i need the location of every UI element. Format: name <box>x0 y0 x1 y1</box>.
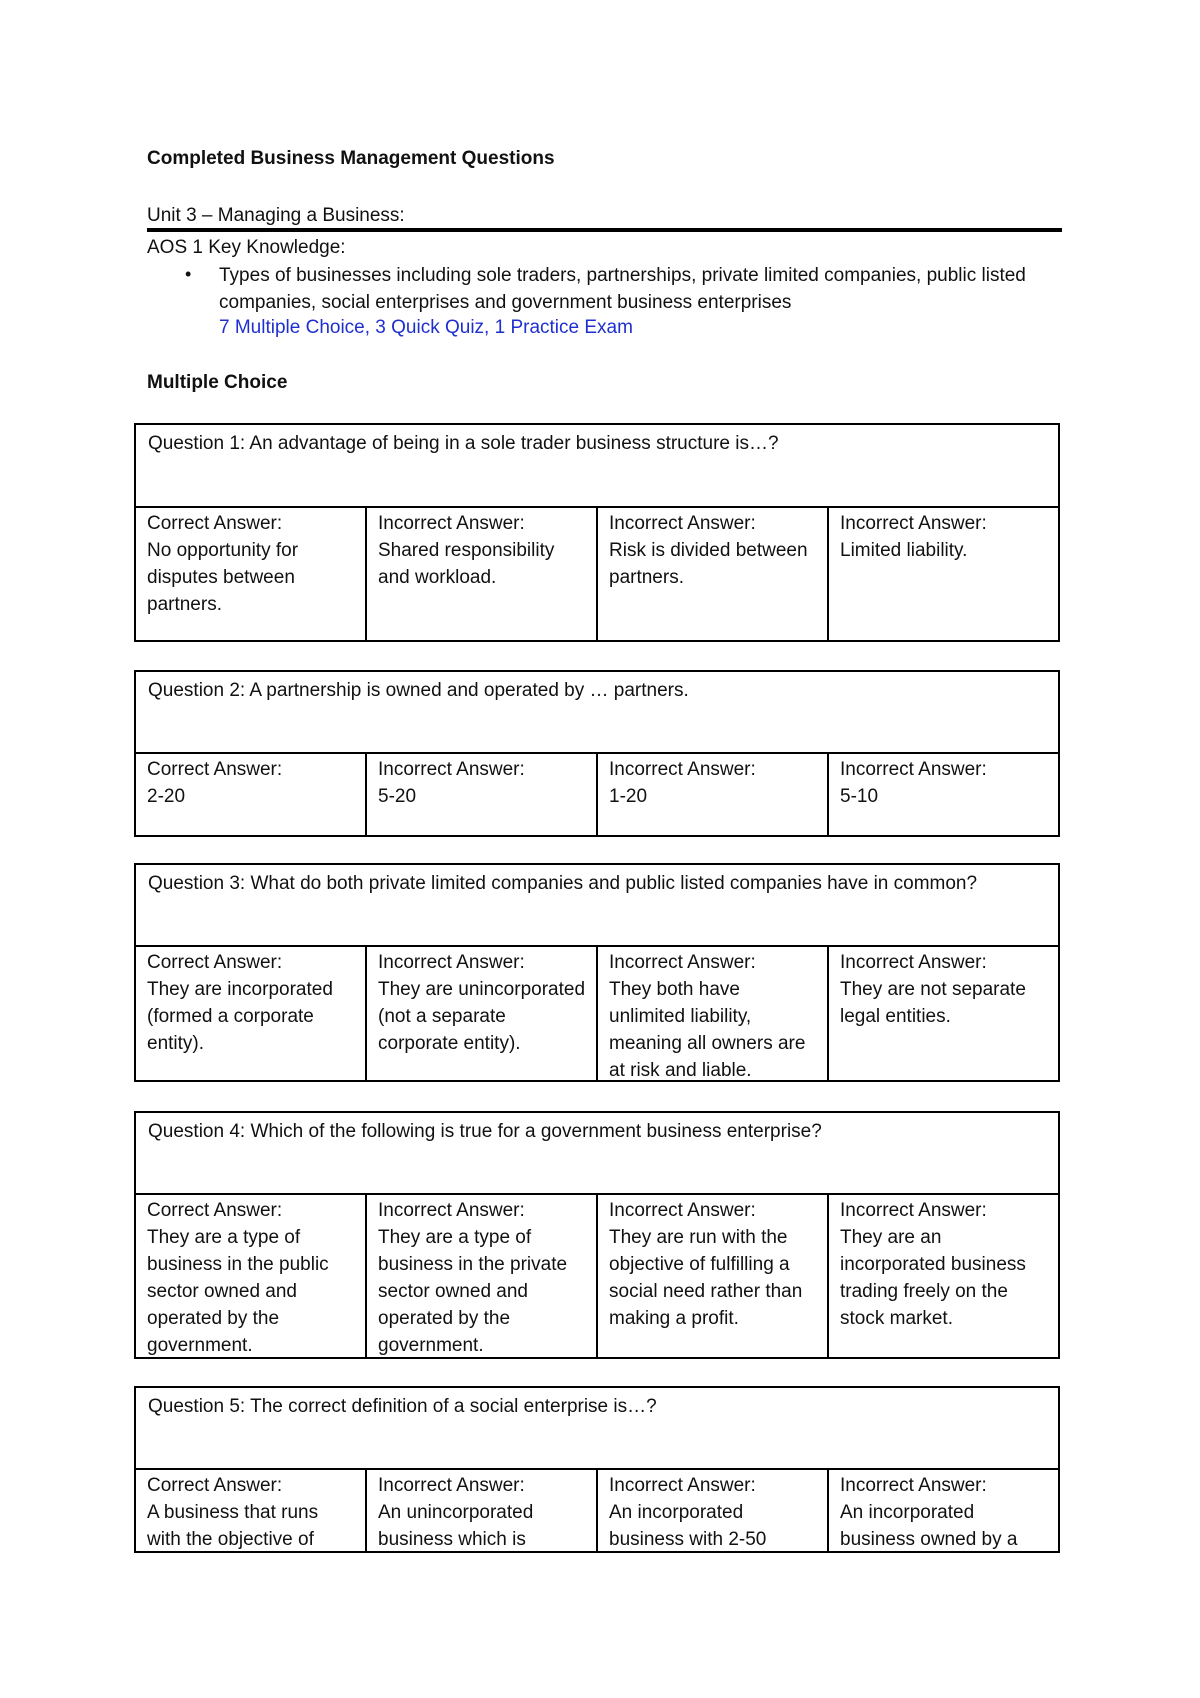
answer-text: They both have unlimited liability, meaning all owners are at risk and liable. <box>609 979 806 1080</box>
question-label: Question 2: <box>148 680 246 701</box>
answer-text: They are run with the objective of fulfilling a social need rather than making a profit. <box>609 1227 803 1329</box>
answer-text: Risk is divided between partners. <box>609 540 808 588</box>
question-counts: 7 Multiple Choice, 3 Quick Quiz, 1 Practice Exam <box>219 317 633 338</box>
question-label: Question 5: <box>148 1396 246 1417</box>
heading-rule <box>147 228 1062 232</box>
answer-text: 5-10 <box>840 786 879 807</box>
answer-label: Correct Answer: <box>147 1475 283 1496</box>
unit-heading: Unit 3 – Managing a Business: <box>147 205 405 226</box>
answer-cell-correct <box>136 508 365 640</box>
answer-cell-incorrect <box>596 947 827 1080</box>
answer-text: Shared responsibility and workload. <box>378 540 555 588</box>
answer-label: Incorrect Answer: <box>378 513 525 534</box>
answer-cell-incorrect <box>827 754 1058 835</box>
question-table <box>134 1386 1060 1553</box>
answer-label: Correct Answer: <box>147 952 283 973</box>
answer-cell-incorrect <box>596 1195 827 1357</box>
answers-row <box>136 754 1058 835</box>
answer-cell-incorrect <box>596 1470 827 1551</box>
answer-text: An unincorporated business which is <box>378 1502 534 1550</box>
question-row <box>136 1388 1058 1470</box>
answer-text: 1-20 <box>609 786 648 807</box>
answers-row <box>136 1470 1058 1551</box>
answer-label: Incorrect Answer: <box>378 1475 525 1496</box>
answer-cell-incorrect <box>827 947 1058 1080</box>
answer-text: 2-20 <box>147 786 186 807</box>
answer-cell-incorrect <box>596 508 827 640</box>
answer-label: Incorrect Answer: <box>840 759 987 780</box>
answer-label: Incorrect Answer: <box>609 1200 756 1221</box>
question-table <box>134 423 1060 642</box>
answer-cell-incorrect <box>365 1195 596 1357</box>
question-text: An advantage of being in a sole trader business structure is…? <box>249 433 779 454</box>
answer-label: Incorrect Answer: <box>609 513 756 534</box>
answer-text: Limited liability. <box>840 540 968 561</box>
question-row <box>136 672 1058 754</box>
answer-label: Incorrect Answer: <box>609 1475 756 1496</box>
answer-label: Incorrect Answer: <box>840 1200 987 1221</box>
question-text: A partnership is owned and operated by … partners. <box>249 680 689 701</box>
answer-label: Incorrect Answer: <box>840 1475 987 1496</box>
answers-row <box>136 1195 1058 1357</box>
answer-label: Correct Answer: <box>147 759 283 780</box>
answer-label: Incorrect Answer: <box>609 759 756 780</box>
question-text: What do both private limited companies and public listed companies have in common? <box>250 873 978 894</box>
answer-cell-correct <box>136 1195 365 1357</box>
aos-heading: AOS 1 Key Knowledge: <box>147 237 346 258</box>
section-heading: Multiple Choice <box>147 372 288 393</box>
answers-row <box>136 508 1058 640</box>
question-label: Question 1: <box>148 433 246 454</box>
question-table <box>134 1111 1060 1359</box>
answer-label: Correct Answer: <box>147 513 283 534</box>
answer-label: Incorrect Answer: <box>378 952 525 973</box>
answer-text: 5-20 <box>378 786 417 807</box>
answer-label: Incorrect Answer: <box>378 1200 525 1221</box>
answer-label: Incorrect Answer: <box>378 759 525 780</box>
question-table <box>134 863 1060 1082</box>
answer-cell-incorrect <box>827 1195 1058 1357</box>
answer-text: They are an incorporated business trading freely on the stock market. <box>840 1227 1026 1329</box>
question-row <box>136 1113 1058 1195</box>
answer-text: An incorporated business owned by a <box>840 1502 1018 1550</box>
question-label: Question 3: <box>148 873 246 894</box>
answer-cell-incorrect <box>827 508 1058 640</box>
question-row <box>136 865 1058 947</box>
question-text: Which of the following is true for a government business enterprise? <box>250 1121 822 1142</box>
answer-label: Incorrect Answer: <box>840 952 987 973</box>
answer-text: A business that runs with the objective of <box>147 1502 319 1550</box>
answer-cell-incorrect <box>365 1470 596 1551</box>
answer-cell-correct <box>136 947 365 1080</box>
answer-cell-correct <box>136 754 365 835</box>
question-text: The correct definition of a social enterprise is…? <box>250 1396 657 1417</box>
answers-row <box>136 947 1058 1080</box>
answer-cell-incorrect <box>365 508 596 640</box>
answer-cell-incorrect <box>596 754 827 835</box>
answer-text: They are incorporated (formed a corporate entity). <box>147 979 333 1054</box>
answer-text: They are a type of business in the public sector owned and operated by the government. <box>147 1227 329 1356</box>
question-label: Question 4: <box>148 1121 246 1142</box>
key-knowledge-text: Types of businesses including sole traders, partnerships, private limited companies, public listed companies, social enterprises and government business enterprises <box>219 265 1026 313</box>
answer-text: They are not separate legal entities. <box>840 979 1026 1027</box>
question-row <box>136 425 1058 508</box>
answer-text: They are unincorporated (not a separate corporate entity). <box>378 979 586 1054</box>
answer-text: They are a type of business in the private sector owned and operated by the government. <box>378 1227 568 1356</box>
answer-text: An incorporated business with 2-50 <box>609 1502 767 1550</box>
question-table <box>134 670 1060 837</box>
answer-label: Incorrect Answer: <box>609 952 756 973</box>
bullet-icon: • <box>185 264 192 284</box>
answer-cell-incorrect <box>365 754 596 835</box>
answer-cell-incorrect <box>365 947 596 1080</box>
answer-cell-correct <box>136 1470 365 1551</box>
answer-text: No opportunity for disputes between partners. <box>147 540 299 615</box>
answer-label: Correct Answer: <box>147 1200 283 1221</box>
answer-cell-incorrect <box>827 1470 1058 1551</box>
answer-label: Incorrect Answer: <box>840 513 987 534</box>
document-title: Completed Business Management Questions <box>147 148 555 169</box>
